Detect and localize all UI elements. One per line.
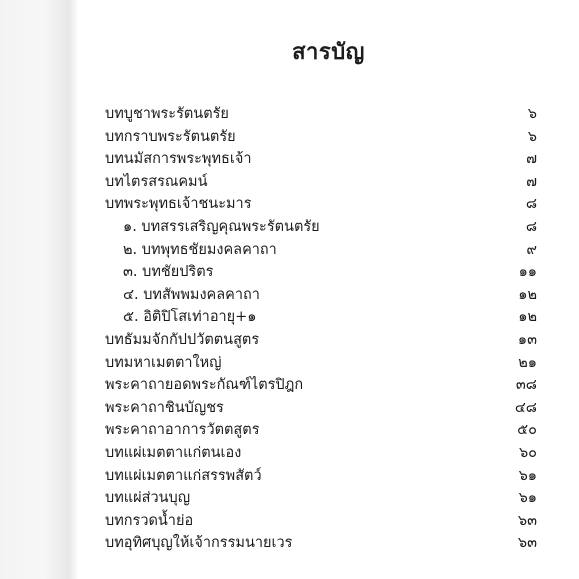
toc-entry-page-number: ๗ bbox=[526, 173, 537, 190]
toc-entry-page-number: ๖๑ bbox=[518, 490, 537, 507]
toc-entry bbox=[105, 126, 537, 149]
toc-entry-page-number: ๖๑ bbox=[518, 467, 537, 484]
toc-entry-page-number: ๖ bbox=[527, 128, 537, 145]
toc-entry-page-number: ๖๐ bbox=[518, 444, 537, 461]
toc-entry-page-number: ๙ bbox=[526, 241, 537, 258]
toc-entry-title: พระคาถาชินบัญชร bbox=[105, 399, 224, 416]
toc-entry bbox=[105, 397, 537, 420]
toc-entry-title: บทพระพุทธเจ้าชนะมาร bbox=[105, 196, 252, 213]
toc-entry-title: ๒. บทพุทธชัยมงคลคาถา bbox=[123, 241, 277, 258]
toc-entry-title: บทธัมมจักกัปปวัตตนสูตร bbox=[105, 331, 260, 348]
toc-entry-page-number: ๘ bbox=[525, 218, 537, 235]
toc-entry-title: พระคาถาอาการวัตตสูตร bbox=[105, 422, 260, 439]
toc-entry-page-number: ๑๒ bbox=[518, 309, 537, 326]
toc-entry-page-number: ๖ bbox=[527, 106, 537, 122]
toc-entry bbox=[105, 465, 537, 488]
toc-entry-page-number: ๒๑ bbox=[518, 354, 537, 371]
toc-entry-page-number: ๕๐ bbox=[517, 422, 537, 439]
toc-entry bbox=[105, 239, 537, 262]
toc-entry-title: บทมหาเมตตาใหญ่ bbox=[105, 354, 222, 371]
toc-entry-title: บทแผ่เมตตาแก่ตนเอง bbox=[105, 444, 242, 461]
book-page bbox=[78, 0, 579, 579]
toc-entry bbox=[105, 374, 537, 397]
toc-entry-title: บทไตรสรณคมน์ bbox=[105, 173, 208, 190]
table-of-contents bbox=[105, 103, 537, 555]
toc-entry-title: บทบูชาพระรัตนตรัย bbox=[105, 106, 229, 122]
toc-entry-title: ๓. บทชัยปริตร bbox=[123, 264, 214, 281]
page-title: สารบัญ bbox=[292, 40, 365, 65]
toc-entry-page-number: ๖๓ bbox=[517, 512, 537, 529]
toc-entry bbox=[105, 306, 537, 329]
toc-entry-page-number: ๑๒ bbox=[518, 286, 537, 303]
toc-entry-page-number: ๑๓ bbox=[517, 331, 537, 348]
toc-entry bbox=[105, 532, 537, 555]
toc-entry-page-number: ๗ bbox=[526, 151, 537, 168]
toc-entry-title: ๑. บทสรรเสริญคุณพระรัตนตรัย bbox=[123, 218, 320, 235]
toc-entry-page-number: ๘ bbox=[525, 196, 537, 213]
toc-entry bbox=[105, 103, 537, 126]
toc-entry bbox=[105, 510, 537, 533]
toc-entry bbox=[105, 284, 537, 307]
book-spine-shadow bbox=[0, 0, 78, 579]
toc-entry-title: บทแผ่เมตตาแก่สรรพสัตว์ bbox=[105, 467, 262, 484]
toc-entry-page-number: ๖๓ bbox=[517, 535, 537, 552]
toc-entry bbox=[105, 419, 537, 442]
toc-entry-title: ๔. บทสัพพมงคลคาถา bbox=[123, 286, 260, 303]
toc-entry-title: บทแผ่ส่วนบุญ bbox=[105, 490, 191, 507]
toc-entry bbox=[105, 171, 537, 194]
toc-entry-title: ๕. อิติปิโสเท่าอายุ+๑ bbox=[123, 309, 257, 326]
toc-entry bbox=[105, 487, 537, 510]
toc-entry bbox=[105, 148, 537, 171]
toc-entry-page-number: ๔๘ bbox=[514, 399, 537, 416]
toc-entry bbox=[105, 352, 537, 375]
toc-entry bbox=[105, 329, 537, 352]
toc-entry bbox=[105, 261, 537, 284]
toc-entry-title: บทนมัสการพระพุทธเจ้า bbox=[105, 151, 252, 168]
toc-entry-page-number: ๓๘ bbox=[515, 377, 537, 394]
toc-entry-title: บทอุทิศบุญให้เจ้ากรรมนายเวร bbox=[105, 535, 293, 552]
toc-entry bbox=[105, 442, 537, 465]
toc-entry-title: พระคาถายอดพระกัณฑ์ไตรปิฎก bbox=[105, 377, 304, 394]
toc-entry-title: บทกรวดน้ำย่อ bbox=[105, 512, 194, 529]
toc-entry bbox=[105, 216, 537, 239]
toc-entry-page-number: ๑๑ bbox=[518, 264, 537, 281]
toc-entry-title: บทกราบพระรัตนตรัย bbox=[105, 128, 236, 145]
toc-entry bbox=[105, 193, 537, 216]
